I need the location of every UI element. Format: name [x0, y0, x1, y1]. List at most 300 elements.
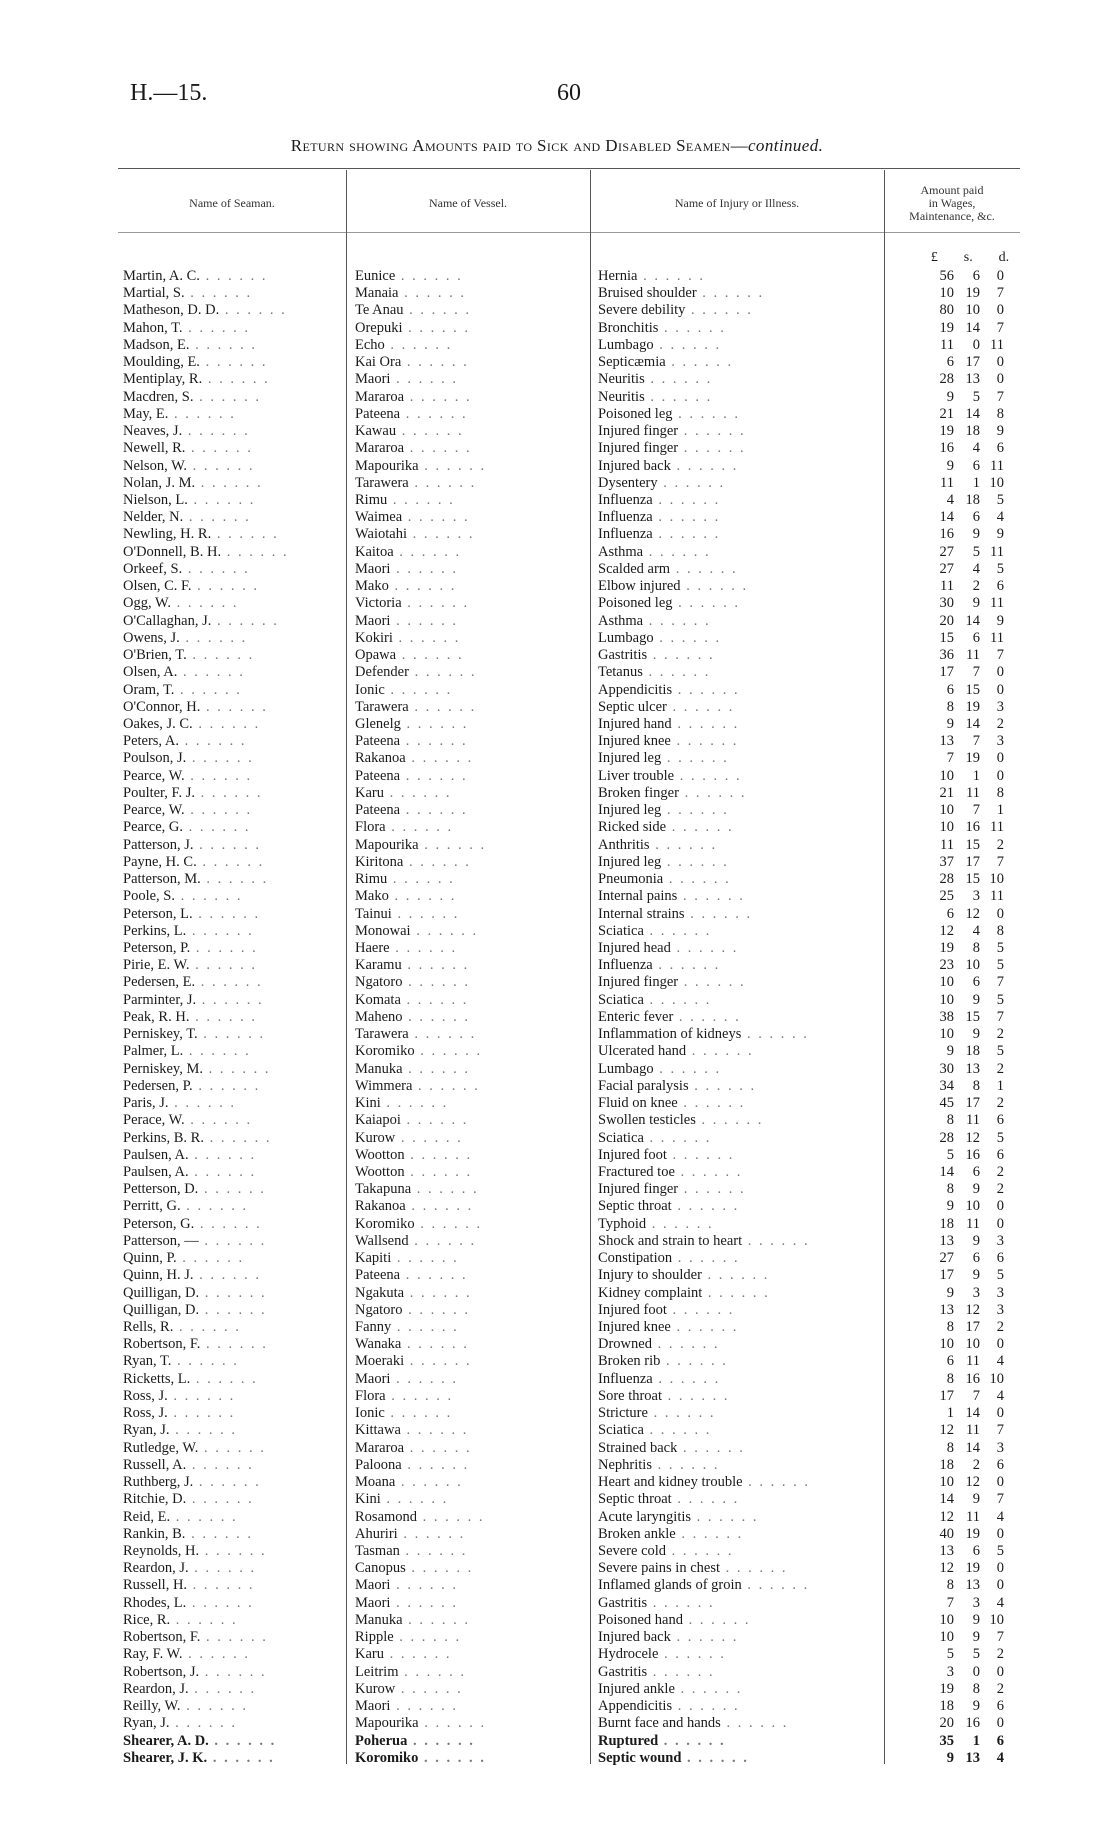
amount-cell: [918, 1629, 1022, 1646]
amount-cell: [918, 1095, 1022, 1112]
injury-name: Sciatica: [598, 922, 644, 939]
leader-dots: . . . . . .: [398, 285, 466, 302]
leader-dots: . . . . . .: [384, 784, 452, 801]
leader-dots: . . . . . .: [642, 664, 711, 681]
leader-dots: . . . . . .: [647, 647, 715, 664]
amount-cell: [918, 492, 1022, 509]
amount-cell: [918, 337, 1022, 354]
table-row: [0, 1733, 1114, 1750]
amount-shillings: 13: [965, 1577, 980, 1594]
vessel-name-cell: [355, 1474, 585, 1491]
amount-pounds: 6: [946, 681, 954, 698]
injury-name: Injured leg: [598, 802, 662, 819]
injury-name: Severe cold: [598, 1543, 667, 1560]
amount-cell: [918, 647, 1022, 664]
leader-dots: . . . . . .: [682, 1611, 751, 1628]
leader-dots: . . . . . .: [670, 457, 739, 474]
leader-dots: . . . . . .: [199, 1663, 267, 1680]
amount-pounds: 7: [946, 1594, 954, 1611]
leader-dots: . . . . . .: [686, 1043, 754, 1060]
injury-name-cell: [598, 802, 881, 819]
vessel-name: Kaitoa: [355, 543, 394, 560]
seaman-name-cell: [123, 837, 345, 854]
leader-dots: . . . . . .: [388, 888, 457, 905]
vessel-name-cell: [355, 1250, 585, 1267]
vessel-name-cell: [355, 716, 585, 733]
leader-dots: . . . . . .: [673, 1008, 741, 1025]
leader-dots: . . . . . .: [653, 336, 722, 353]
amount-pence: 7: [996, 285, 1004, 302]
leader-dots: . . . . . .: [193, 836, 261, 853]
leader-dots: . . . . . .: [680, 578, 749, 595]
amount-cell: [918, 1147, 1022, 1164]
leader-dots: . . . . . .: [390, 1370, 458, 1387]
amount-cell: [918, 733, 1022, 750]
vessel-name-cell: [355, 940, 585, 957]
injury-name-cell: [598, 974, 881, 991]
table-row: [0, 957, 1114, 974]
seaman-name-cell: [123, 854, 345, 871]
seaman-name: Perniskey, M.: [123, 1060, 204, 1077]
amount-shillings: 16: [965, 1370, 980, 1387]
leader-dots: . . . . . .: [401, 957, 470, 974]
leader-dots: . . . . . .: [671, 715, 740, 732]
leader-dots: . . . . . .: [405, 750, 474, 767]
vessel-name-cell: [355, 1147, 585, 1164]
injury-name: Injured knee: [598, 733, 671, 750]
injury-name-cell: [598, 1250, 881, 1267]
table-row: [0, 888, 1114, 905]
amount-cell: [918, 785, 1022, 802]
amount-shillings: 4: [972, 560, 980, 577]
vessel-name-cell: [355, 1353, 585, 1370]
table-row: [0, 1043, 1114, 1060]
seaman-name-cell: [123, 1440, 345, 1457]
table-title: [0, 136, 1114, 156]
table-row: [0, 664, 1114, 681]
seaman-name-cell: [123, 974, 345, 991]
vessel-name: Koromiko: [355, 1043, 415, 1060]
amount-pence: 11: [990, 595, 1004, 612]
amount-pounds: 9: [946, 715, 954, 732]
seaman-name-cell: [123, 1577, 345, 1594]
amount-pounds: 13: [939, 1232, 954, 1249]
vessel-name: Tarawera: [355, 698, 409, 715]
seaman-name-cell: [123, 923, 345, 940]
injury-name-cell: [598, 492, 881, 509]
amount-pounds: 19: [939, 1680, 954, 1697]
amount-pounds: 10: [939, 802, 954, 819]
amount-pounds: 12: [939, 1508, 954, 1525]
injury-name: Acute laryngitis: [598, 1508, 692, 1525]
leader-dots: . . . . . .: [399, 1543, 468, 1560]
amount-shillings: 9: [972, 1267, 980, 1284]
seaman-name: Poulter, F. J.: [123, 784, 195, 801]
amount-pounds: 9: [946, 1198, 954, 1215]
amount-cell: [918, 682, 1022, 699]
table-row: [0, 992, 1114, 1009]
vessel-name: Ionic: [355, 1405, 385, 1422]
vessel-name-cell: [355, 1078, 585, 1095]
amount-cell: [918, 302, 1022, 319]
amount-pence: 9: [996, 612, 1004, 629]
seaman-name-cell: [123, 1112, 345, 1129]
seaman-name: Poole, S.: [123, 888, 175, 905]
seaman-name-cell: [123, 1405, 345, 1422]
vessel-name: Kai Ora: [355, 354, 402, 371]
injury-name: Severe pains in chest: [598, 1560, 721, 1577]
leader-dots: . . . . . .: [221, 543, 289, 560]
vessel-name-cell: [355, 837, 585, 854]
amount-shillings: 17: [965, 1319, 980, 1336]
leader-dots: . . . . . .: [674, 767, 742, 784]
amount-shillings: 18: [965, 423, 980, 440]
injury-name: Internal strains: [598, 905, 685, 922]
leader-dots: . . . . . .: [193, 388, 261, 405]
seaman-name: Robertson, J.: [123, 1663, 200, 1680]
injury-name: Septic throat: [598, 1491, 672, 1508]
amount-cell: [918, 1750, 1022, 1767]
amount-shillings: 11: [966, 1422, 980, 1439]
table-title-continued: continued.: [747, 136, 824, 155]
injury-name-cell: [598, 1285, 881, 1302]
leader-dots: . . . . . .: [666, 1301, 735, 1318]
amount-pounds: 9: [946, 1284, 954, 1301]
amount-cell: [918, 1009, 1022, 1026]
column-header-amount-line1: Amount paid: [920, 182, 984, 197]
vessel-name: Mararoa: [355, 1439, 405, 1456]
amount-shillings: 19: [965, 1560, 980, 1577]
leader-dots: . . . . . .: [188, 1560, 257, 1577]
leader-dots: . . . . . .: [402, 319, 471, 336]
amount-cell: [918, 992, 1022, 1009]
leader-dots: . . . . . .: [702, 1284, 770, 1301]
column-header-injury: [590, 178, 884, 228]
injury-name: Liver trouble: [598, 767, 675, 784]
injury-name-cell: [598, 785, 881, 802]
seaman-name: Rells, R.: [123, 1319, 174, 1336]
injury-name: Hydrocele: [598, 1646, 659, 1663]
amount-cell: [918, 1285, 1022, 1302]
amount-pounds: 17: [939, 664, 954, 681]
amount-pence: 3: [996, 1284, 1004, 1301]
seaman-name: Pedersen, P.: [123, 1077, 193, 1094]
seaman-name: Payne, H. C.: [123, 853, 197, 870]
amount-pence: 0: [996, 1474, 1004, 1491]
leader-dots: . . . . . .: [658, 319, 726, 336]
vessel-name-cell: [355, 578, 585, 595]
leader-dots: . . . . . .: [183, 1043, 251, 1060]
seaman-name: Reilly, W.: [123, 1698, 181, 1715]
injury-name-cell: [598, 992, 881, 1009]
vessel-name: Maori: [355, 1370, 391, 1387]
amount-cell: [918, 1646, 1022, 1663]
vessel-name: Kittawa: [355, 1422, 401, 1439]
seaman-name: Mentiplay, R.: [123, 371, 203, 388]
injury-name: Dysentery: [598, 474, 658, 491]
amount-cell: [918, 578, 1022, 595]
leader-dots: . . . . . .: [199, 1284, 267, 1301]
seaman-name: Patterson, —: [123, 1232, 199, 1249]
amount-cell: [918, 1577, 1022, 1594]
injury-name-cell: [598, 699, 881, 716]
vessel-name: Mararoa: [355, 388, 405, 405]
amount-shillings: 12: [965, 905, 980, 922]
vessel-name: Maori: [355, 1577, 391, 1594]
amount-pounds: 56: [939, 268, 954, 284]
injury-name-cell: [598, 1733, 881, 1750]
injury-name-cell: [598, 664, 881, 681]
amount-pounds: 8: [946, 1439, 954, 1456]
amount-pence: 7: [996, 1629, 1004, 1646]
seaman-name: Orkeef, S.: [123, 560, 183, 577]
seaman-name: Shearer, A. D.: [123, 1732, 209, 1749]
leader-dots: . . . . . .: [390, 1698, 458, 1715]
amount-pence: 3: [996, 1232, 1004, 1249]
leader-dots: . . . . . .: [652, 491, 721, 508]
header-rule: [118, 168, 1020, 169]
amount-pence: 2: [996, 1680, 1004, 1697]
amount-pounds: 11: [940, 474, 954, 491]
amount-pence: 5: [996, 1043, 1004, 1060]
leader-dots: . . . . . .: [414, 1043, 483, 1060]
amount-pence: 11: [990, 457, 1004, 474]
leader-dots: . . . . . .: [670, 733, 739, 750]
seaman-name: Ryan, J.: [123, 1715, 170, 1732]
vessel-name-cell: [355, 1061, 585, 1078]
amount-shillings: 9: [972, 1232, 980, 1249]
vessel-name-cell: [355, 1043, 585, 1060]
leader-dots: . . . . . .: [660, 1353, 728, 1370]
amount-pence: 2: [996, 836, 1004, 853]
seaman-name: Reid, E.: [123, 1508, 171, 1525]
leader-dots: . . . . . .: [658, 1646, 726, 1663]
vessel-name: Rosamond: [355, 1508, 418, 1525]
injury-name-cell: [598, 1130, 881, 1147]
table-row: [0, 923, 1114, 940]
injury-name: Injury to shoulder: [598, 1267, 702, 1284]
vessel-name-cell: [355, 1095, 585, 1112]
leader-dots: . . . . . .: [671, 1491, 740, 1508]
seaman-name-cell: [123, 475, 345, 492]
amount-cell: [918, 458, 1022, 475]
amount-pounds: 34: [939, 1077, 954, 1094]
seaman-name: Perace, W.: [123, 1112, 185, 1129]
amount-pounds: 8: [946, 1112, 954, 1129]
injury-name: Neuritis: [598, 371, 645, 388]
column-header-seaman-text: Name of Seaman.: [189, 195, 275, 210]
leader-dots: . . . . . .: [401, 354, 469, 371]
vessel-name: Manuka: [355, 1060, 403, 1077]
leader-dots: . . . . . .: [202, 371, 270, 388]
leader-dots: . . . . . .: [418, 1715, 487, 1732]
amount-pence: 4: [996, 1594, 1004, 1611]
amount-cell: [918, 1164, 1022, 1181]
table-row: [0, 1164, 1114, 1181]
leader-dots: . . . . . .: [211, 526, 279, 543]
amount-pounds: 17: [939, 1267, 954, 1284]
leader-dots: . . . . . .: [393, 543, 462, 560]
amount-shillings: 8: [972, 1680, 980, 1697]
vessel-name-cell: [355, 785, 585, 802]
amount-pounds: 15: [939, 629, 954, 646]
amount-pounds: 23: [939, 957, 954, 974]
seaman-name: Peterson, G.: [123, 1215, 195, 1232]
leader-dots: . . . . . .: [200, 1629, 268, 1646]
leader-dots: . . . . . .: [643, 1422, 712, 1439]
amount-pounds: 27: [939, 1250, 954, 1267]
seaman-name-cell: [123, 768, 345, 785]
vessel-name: Tarawera: [355, 474, 409, 491]
injury-name: Elbow injured: [598, 578, 681, 595]
leader-dots: . . . . . .: [670, 939, 739, 956]
leader-dots: . . . . . .: [657, 474, 726, 491]
amount-cell: [918, 630, 1022, 647]
injury-name: Septicæmia: [598, 354, 666, 371]
seaman-name-cell: [123, 1612, 345, 1629]
amount-pounds: 18: [939, 1215, 954, 1232]
seaman-name: Perritt, G.: [123, 1198, 181, 1215]
table-row: [0, 1078, 1114, 1095]
leader-dots: . . . . . .: [672, 595, 741, 612]
seaman-name: Oakes, J. C.: [123, 715, 193, 732]
amount-pence: 2: [996, 1060, 1004, 1077]
leader-dots: . . . . . .: [168, 1095, 237, 1112]
amount-pounds: 80: [939, 302, 954, 319]
seaman-name-cell: [123, 819, 345, 836]
leader-dots: . . . . . .: [418, 836, 487, 853]
injury-name-cell: [598, 1043, 881, 1060]
leader-dots: . . . . . .: [185, 1525, 253, 1542]
amount-pence: 2: [996, 1319, 1004, 1336]
amount-cell: [918, 1474, 1022, 1491]
vessel-name: Komata: [355, 991, 401, 1008]
leader-dots: . . . . . .: [404, 1146, 473, 1163]
table-row: [0, 1526, 1114, 1543]
leader-dots: . . . . . .: [674, 1680, 743, 1697]
table-row: [0, 1319, 1114, 1336]
leader-dots: . . . . . .: [403, 853, 471, 870]
leader-dots: . . . . . .: [405, 1560, 474, 1577]
seaman-name-cell: [123, 1302, 345, 1319]
seaman-name: Perniskey, T.: [123, 1026, 198, 1043]
leader-dots: . . . . . .: [385, 1387, 454, 1404]
vessel-name: Tasman: [355, 1543, 400, 1560]
leader-dots: . . . . . .: [203, 1129, 272, 1146]
leader-dots: . . . . . .: [199, 268, 268, 284]
seaman-name: Quilligan, D.: [123, 1284, 200, 1301]
vessel-name-cell: [355, 1681, 585, 1698]
amount-shillings: 11: [966, 1353, 980, 1370]
vessel-name-cell: [355, 1733, 585, 1750]
leader-dots: . . . . . .: [411, 1181, 479, 1198]
seaman-name-cell: [123, 492, 345, 509]
leader-dots: . . . . . .: [388, 578, 457, 595]
leader-dots: . . . . . .: [741, 1577, 810, 1594]
amount-cell: [918, 1422, 1022, 1439]
vessel-name-cell: [355, 992, 585, 1009]
leader-dots: . . . . . .: [188, 1146, 257, 1163]
table-row: [0, 1646, 1114, 1663]
amount-pence: 0: [996, 1715, 1004, 1732]
table-row: [0, 526, 1114, 543]
amount-cell: [918, 1043, 1022, 1060]
amount-pence: 0: [996, 1560, 1004, 1577]
table-row: [0, 595, 1114, 612]
leader-dots: . . . . . .: [677, 1095, 746, 1112]
seaman-name-cell: [123, 509, 345, 526]
injury-name-cell: [598, 682, 881, 699]
amount-pounds: 20: [939, 1715, 954, 1732]
injury-name-cell: [598, 1750, 881, 1767]
seaman-name: Paulsen, A.: [123, 1163, 189, 1180]
amount-shillings: 12: [965, 1301, 980, 1318]
vessel-name: Mapourika: [355, 1715, 419, 1732]
vessel-name-cell: [355, 475, 585, 492]
amount-shillings: 1: [972, 1732, 980, 1749]
table-row: [0, 768, 1114, 785]
amount-pounds: 14: [939, 1491, 954, 1508]
leader-dots: . . . . . .: [185, 440, 253, 457]
amount-cell: [918, 1560, 1022, 1577]
vessel-name-cell: [355, 406, 585, 423]
table-row: [0, 1595, 1114, 1612]
seaman-name-cell: [123, 716, 345, 733]
leader-dots: . . . . . .: [720, 1715, 789, 1732]
leader-dots: . . . . . .: [186, 750, 254, 767]
leader-dots: . . . . . .: [387, 491, 455, 508]
injury-name-cell: [598, 337, 881, 354]
amount-shillings: 9: [972, 1026, 980, 1043]
seaman-name-cell: [123, 1198, 345, 1215]
vessel-name-cell: [355, 354, 585, 371]
vessel-name: Karu: [355, 784, 384, 801]
table-row: [0, 389, 1114, 406]
vessel-name-cell: [355, 1422, 585, 1439]
leader-dots: . . . . . .: [684, 905, 753, 922]
injury-name-cell: [598, 750, 881, 767]
injury-name: Fluid on knee: [598, 1095, 678, 1112]
leader-dots: . . . . . .: [390, 1577, 458, 1594]
amount-pounds: 10: [939, 819, 954, 836]
column-header-amount-line2: in Wages,: [928, 195, 976, 210]
leader-dots: . . . . . .: [401, 595, 470, 612]
injury-name-cell: [598, 1336, 881, 1353]
table-row: [0, 492, 1114, 509]
vessel-name: Orepuki: [355, 319, 403, 336]
amount-pence: 7: [996, 388, 1004, 405]
seaman-name-cell: [123, 578, 345, 595]
amount-pence: 3: [996, 698, 1004, 715]
amount-shillings: 9: [972, 526, 980, 543]
table-row: [0, 458, 1114, 475]
injury-name-cell: [598, 302, 881, 319]
amount-pounds: 28: [939, 371, 954, 388]
leader-dots: . . . . . .: [385, 819, 454, 836]
amount-cell: [918, 320, 1022, 337]
vessel-name-cell: [355, 699, 585, 716]
leader-dots: . . . . . .: [674, 1163, 743, 1180]
seaman-name-cell: [123, 1095, 345, 1112]
leader-dots: . . . . . .: [402, 1060, 471, 1077]
table-row: [0, 509, 1114, 526]
amount-cell: [918, 802, 1022, 819]
table-row: [0, 1509, 1114, 1526]
leader-dots: . . . . . .: [696, 285, 765, 302]
vessel-name-cell: [355, 1388, 585, 1405]
leader-dots: . . . . . .: [192, 1077, 261, 1094]
leader-dots: . . . . . .: [670, 1319, 739, 1336]
